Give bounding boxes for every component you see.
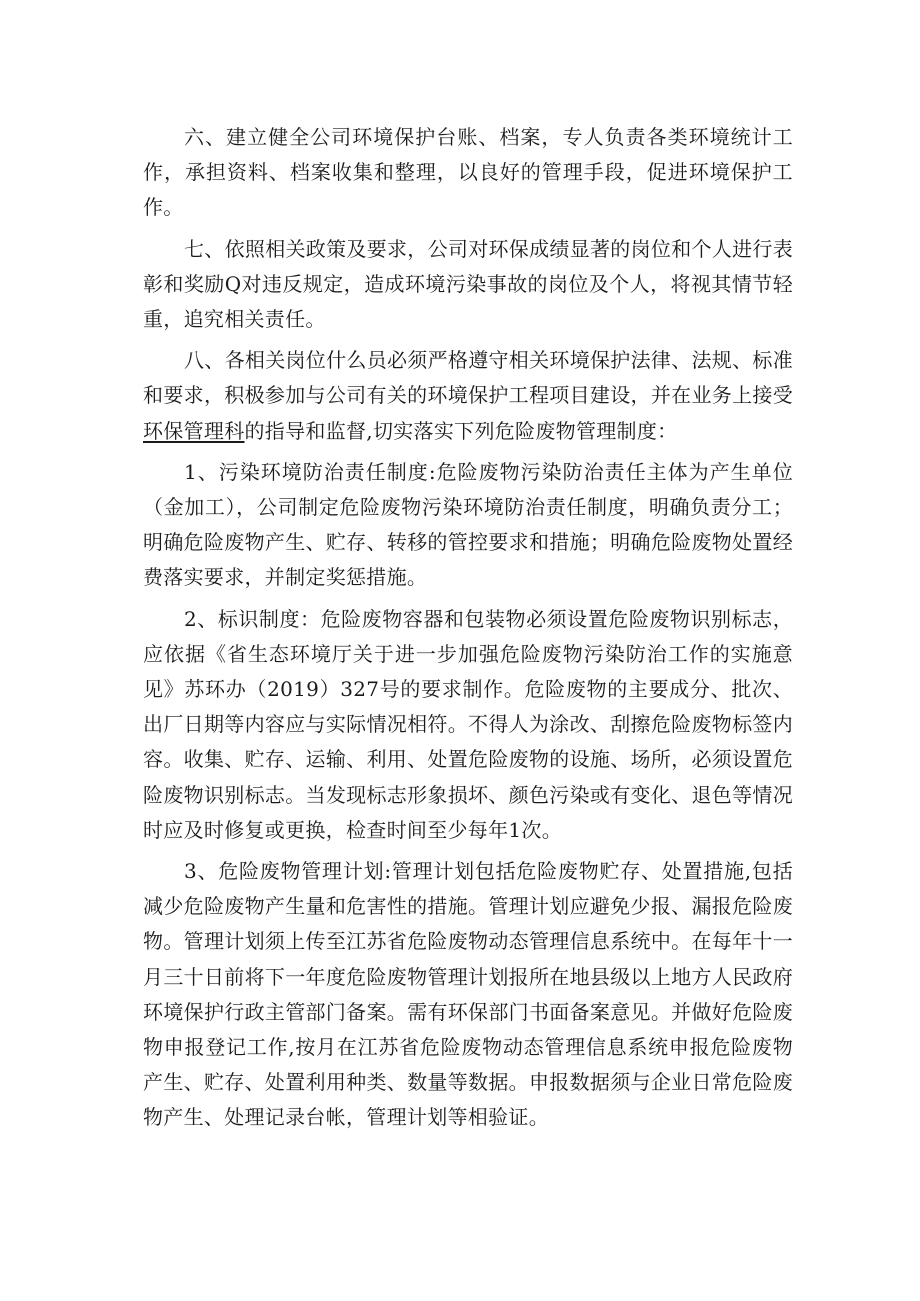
item-2-labeling-system [143, 602, 793, 848]
paragraph-text: 2、标识制度：危险废物容器和包装物必须设置危险废物识别标志，应依据《省生态环境厅关于进一步加强危险废物污染防治工作的实施意见》苏环办（2019）327号的要求制作。危险废物的主要成分、批次、出厂日期等内容应与实际情况相符。不得人为涂改、刮擦危险废物标签内容。收集、贮存、运输、利用、处置危险废物的设施、场所，必须设置危险废物识别标志。当发现标志形象损坏、颜色污染或有变化、退色等情况时应及时修复或更换，检查时间至少每年1次。 [143, 606, 793, 842]
paragraph-text: 七、依照相关政策及要求，公司对环保成绩显著的岗位和个人进行表彰和奖励Q对违反规定，造成环境污染事故的岗位及个人，将视其情节轻重，追究相关责任。 [143, 236, 793, 332]
underlined-department-link[interactable]: 环保管理科 [143, 418, 245, 443]
paragraph-text: 1、污染环境防治责任制度:危险废物污染防治责任主体为产生单位（金加工），公司制定危险废物污染环境防治责任制度，明确负责分工；明确危险废物产生、贮存、转移的管控要求和措施；明确危险废物处置经费落实要求，并制定奖惩措施。 [143, 459, 793, 590]
paragraph-text: 3、危险废物管理计划:管理计划包括危险废物贮存、处置措施,包括减少危险废物产生量和危害性的措施。管理计划应避免少报、漏报危险废物。管理计划须上传至江苏省危险废物动态管理信息系统中。在每年十一月三十日前将下一年度危险废物管理计划报所在地县级以上地方人民政府环境保护行政主管部门备案。需有环保部门书面备案意见。并做好危险废物申报登记工作,按月在江苏省危险废物动态管理信息系统申报危险废物产生、贮存、处置利用种类、数量等数据。申报数据须与企业日常危险废物产生、处理记录台帐，管理计划等相验证。 [143, 859, 793, 1130]
paragraph-7 [143, 232, 793, 338]
document-body [143, 120, 793, 1142]
item-1-pollution-responsibility [143, 455, 793, 596]
paragraph-text: 的指导和监督,切实落实下列危险废物管理制度： [244, 418, 678, 443]
paragraph-text: 八、各相关岗位什么员必须严格遵守相关环境保护法律、法规、标准和要求，积极参加与公司有关的环境保护工程项目建设，并在业务上接受 [143, 348, 793, 408]
paragraph-6 [143, 120, 793, 226]
paragraph-8 [143, 343, 793, 449]
item-3-management-plan [143, 854, 793, 1136]
paragraph-text: 六、建立健全公司环境保护台账、档案，专人负责各类环境统计工作，承担资料、档案收集和整理，以良好的管理手段，促进环境保护工作。 [143, 125, 793, 220]
